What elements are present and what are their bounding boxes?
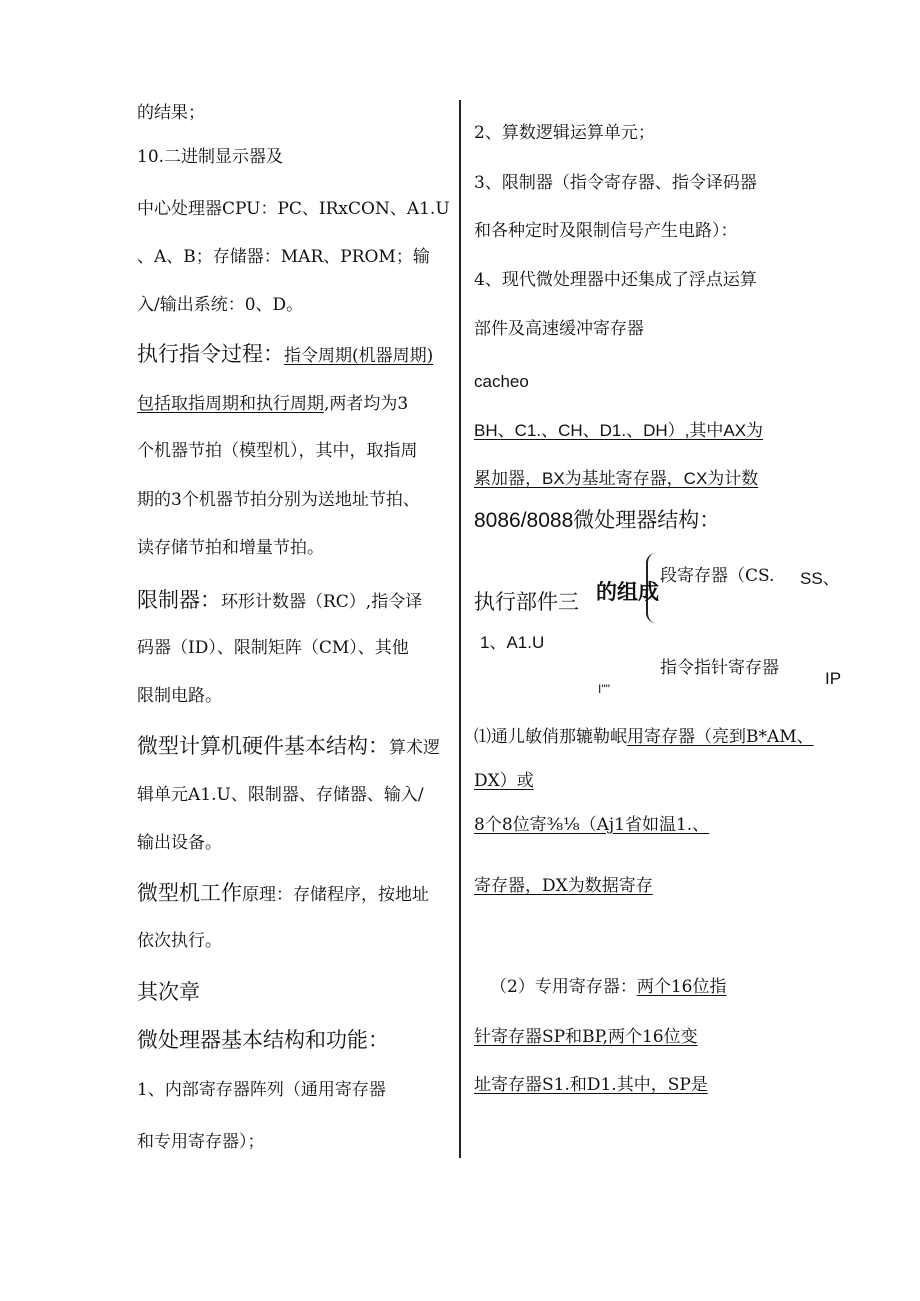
segment-register-label: 段寄存器（CS. bbox=[660, 566, 775, 586]
mp-line-2: 和专用寄存器）； bbox=[137, 1132, 265, 1152]
exec-paragraph-line-1 bbox=[137, 342, 433, 368]
special-reg-1a: （2）专用寄存器： bbox=[490, 977, 637, 997]
ctrl-paragraph-line-2: 码器（ID）、限制矩阵（CM）、其他 bbox=[137, 638, 409, 658]
left-line-3: 中心处理器CPU：PC、IRxCON、A1.U bbox=[137, 199, 450, 219]
right-line-4: 4、现代微处理器中还集成了浮点运算 bbox=[474, 270, 757, 290]
right-line-3: 和各种定时及限制信号产生电路）： bbox=[474, 221, 738, 241]
exec-paragraph-line-2 bbox=[137, 393, 408, 415]
work-text-1: 原理：存储程序，按地址 bbox=[242, 885, 429, 905]
ax-note: ,其中AX为 bbox=[684, 421, 764, 440]
special-reg-1b: 两个16位指 bbox=[636, 977, 727, 997]
general-reg-line-2: DX）或 bbox=[474, 771, 534, 791]
left-line-1: 的结果； bbox=[137, 103, 205, 123]
composition-label: 的组成 bbox=[596, 581, 659, 604]
special-reg-line-3: 址寄存器S1.和D1.其中，SP是 bbox=[474, 1075, 708, 1095]
chapter-heading: 其次章 bbox=[137, 981, 200, 1004]
hw-heading: 微型计算机硬件基本结构： bbox=[137, 735, 389, 758]
right-line-2: 3、限制器（指令寄存器、指令译码器 bbox=[474, 173, 757, 193]
right-line-8: 累加器，BX为基址寄存器，CX为计数 bbox=[474, 469, 759, 488]
exec-unit-heading: 执行部件三 bbox=[474, 591, 579, 614]
hw-paragraph-line-2: 辑单元A1.U、限制器、存储器、输入/ bbox=[137, 785, 424, 805]
microprocessor-heading: 微处理器基本结构和功能： bbox=[137, 1029, 389, 1052]
hw-paragraph-line-1 bbox=[137, 734, 440, 760]
general-reg-line-1 bbox=[474, 726, 814, 748]
exec-text-2a: 包括取指周期和执行周期 bbox=[137, 394, 324, 414]
exec-paragraph-line-3: 个机器节拍（模型机），其中，取指周 bbox=[137, 441, 418, 461]
exec-text-1: 指令周期(机器周期) bbox=[284, 346, 434, 366]
ctrl-paragraph-line-1 bbox=[137, 588, 422, 614]
ctrl-paragraph-line-3: 限制电路。 bbox=[137, 686, 222, 706]
ctrl-heading: 限制器： bbox=[137, 589, 221, 612]
general-reg-line-4: 寄存器，DX为数据寄存 bbox=[474, 876, 653, 896]
hw-text-1: 算术逻 bbox=[389, 738, 440, 758]
ctrl-text-1: 环形计数器（RC）,指令译 bbox=[221, 592, 423, 612]
exec-paragraph-line-5: 读存储节拍和增量节拍。 bbox=[137, 538, 324, 558]
mp-line-1: 1、内部寄存器阵列（通用寄存器 bbox=[137, 1080, 386, 1100]
column-divider bbox=[459, 100, 461, 1158]
alu-label: 1、A1.U bbox=[480, 633, 545, 652]
left-line-2: 10.二进制显示器及 bbox=[137, 147, 284, 167]
ss-label: SS、 bbox=[800, 569, 840, 588]
special-reg-line-2: 针寄存器SP和BP,两个16位变 bbox=[474, 1027, 698, 1047]
special-reg-line-1 bbox=[490, 976, 726, 998]
work-paragraph-line-2: 依次执行。 bbox=[137, 931, 222, 951]
ip-register-label: 指令指针寄存器 bbox=[660, 658, 779, 678]
work-heading: 微型机工作 bbox=[137, 882, 242, 905]
right-line-7 bbox=[474, 420, 763, 442]
exec-text-2b: ,两者均为3 bbox=[324, 394, 409, 414]
right-line-cache: cacheo bbox=[474, 372, 529, 391]
general-reg-line-3: 8个8位寄⅜⅛（Aj1省如温1.、 bbox=[474, 815, 710, 835]
quote-mark: I"" bbox=[598, 682, 610, 696]
ip-label: IP bbox=[825, 669, 842, 688]
left-line-4: 、A、B；存储器：MAR、PROM；输 bbox=[137, 247, 430, 267]
right-line-5: 部件及高速缓冲寄存器 bbox=[474, 319, 644, 339]
right-line-1: 2、算数逻辑运算单元； bbox=[474, 123, 655, 143]
exec-paragraph-line-4: 期的3个机器节拍分别为送地址节拍、 bbox=[137, 490, 420, 510]
exec-heading: 执行指令过程： bbox=[137, 343, 284, 366]
left-line-5: 入/输出系统：0、D。 bbox=[137, 295, 304, 315]
registers-list: BH、C1.、CH、D1.、DH） bbox=[474, 421, 685, 440]
general-reg-1b: 用寄存器（亮到B*AM、 bbox=[627, 727, 814, 747]
struct-heading: 8086/8088微处理器结构： bbox=[474, 509, 721, 532]
hw-paragraph-line-3: 输出设备。 bbox=[137, 833, 222, 853]
work-paragraph-line-1 bbox=[137, 881, 429, 907]
general-reg-1a: ⑴通儿敏俏那辘勒岷 bbox=[474, 727, 627, 747]
